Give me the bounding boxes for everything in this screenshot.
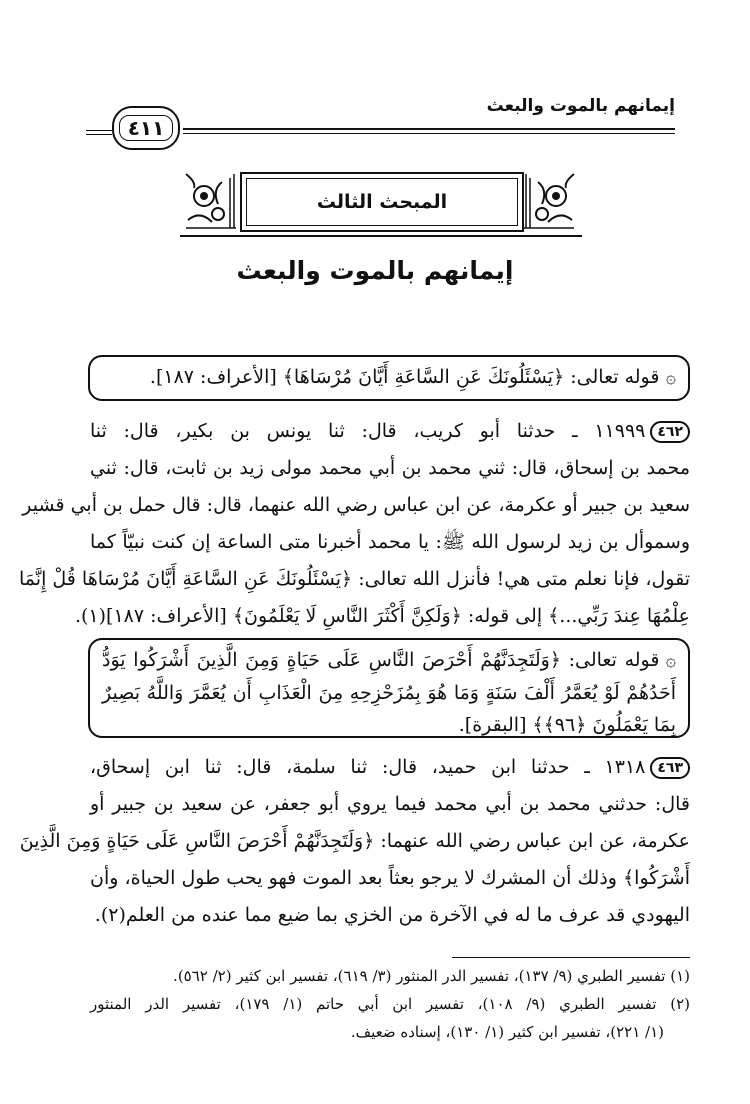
verse-text: أَحَدُهُمْ لَوْ يُعَمَّرُ أَلْفَ سَنَةٍ وَمَا هُوَ بِمُزَحْزِحِهِ مِنَ الْعَذَابِ أَن يُعَمَّرَ وَاللَّهُ بَصِيرٌ [102, 682, 676, 704]
para1-line-4: وسموأل بن زيد لرسول الله ﷺ: يا محمد أخبرنا متى الساعة إن كنت نبيّاً كما [90, 531, 690, 553]
footnote-2-cont: (١/ ٢٢١)، تفسير ابن كثير (١/ ١٣٠)، إسناده ضعيف. [350, 1023, 664, 1041]
verse-text: قوله تعالى: ﴿يَسْئَلُونَكَ عَنِ السَّاعَةِ أَيَّانَ مُرْسَاهَا﴾ [الأعراف: ١٨٧]. [149, 366, 660, 388]
para1-line-6: عِلْمُهَا عِندَ رَبِّي...﴾ إلى قوله: ﴿وَلَكِنَّ أَكْثَرَ النَّاسِ لَا يَعْلَمُونَ﴾ [الأعراف: ١٨٧](١). [74, 605, 690, 627]
header-rule [183, 128, 675, 134]
header-rule-left [86, 130, 112, 135]
chapter-heading-box [240, 172, 524, 232]
star-icon: ۞ [665, 367, 676, 388]
footnote-separator [452, 957, 690, 958]
section-title: إيمانهم بالموت والبعث [236, 256, 514, 285]
para-text: ١٣١٨ ـ حدثنا ابن حميد، قال: ثنا سلمة، قال: ثنا ابن إسحاق، [90, 756, 646, 778]
footnote-2: (٢) تفسير الطبري (٩/ ١٠٨)، تفسير ابن أبي حاتم (١/ ١٧٩)، تفسير الدر المنثور [90, 995, 690, 1013]
para2-line-5: اليهودي قد عرف ما له في الآخرة من الخزي بما ضيع مما عنده من العلم(٢). [94, 904, 690, 926]
narration-number-badge: ٤٦٢ [650, 421, 690, 443]
star-icon: ۞ [665, 650, 676, 671]
ornament-left-icon [182, 170, 238, 232]
para2-line-2: قال: حدثني محمد بن أبي محمد فيما يروي أبو جعفر، عن سعيد بن جبير أو [90, 793, 690, 815]
footnote-1: (١) تفسير الطبري (٩/ ١٣٧)، تفسير الدر المنثور (٣/ ٦١٩)، تفسير ابن كثير (٢/ ٥٦٢). [173, 967, 690, 985]
verse-text: بِمَا يَعْمَلُونَ ﴿٩٦﴾﴾ [البقرة]. [458, 714, 676, 736]
para2-line-3: عكرمة، عن ابن عباس رضي الله عنهما: ﴿وَلَتَجِدَنَّهُمْ أَحْرَصَ النَّاسِ عَلَى حَيَاةٍ وَمِنَ الَّذِينَ [19, 830, 690, 852]
para1-line-1 [90, 416, 690, 446]
para-text: ١١٩٩٩ ـ حدثنا أبو كريب، قال: ثنا يونس بن بكير، قال: ثنا [90, 420, 646, 442]
narration-number-badge: ٤٦٣ [650, 757, 690, 779]
para1-line-5: تقول، فإنا نعلم متى هي! فأنزل الله تعالى: ﴿يَسْئَلُونَكَ عَنِ السَّاعَةِ أَيَّانَ مُرْسَاهَا قُلْ إِنَّمَا [19, 568, 690, 590]
ornament-right-icon [522, 170, 578, 232]
para2-line-4: أَشْرَكُوا﴾ وذلك أن المشرك لا يرجو بعثاً بعد الموت فهو يحب طول الحياة، وأن [90, 867, 690, 889]
para2-line-1 [90, 752, 690, 782]
running-title: إيمانهم بالموت والبعث [486, 96, 675, 116]
verse-text: قوله تعالى: ﴿وَلَتَجِدَنَّهُمْ أَحْرَصَ النَّاسِ عَلَى حَيَاةٍ وَمِنَ الَّذِينَ أَشْرَكُوا يَوَدُّ [102, 649, 660, 671]
verse-box-2 [88, 638, 690, 738]
chapter-label: المبحث الثالث [316, 191, 448, 213]
para1-line-3: سعيد بن جبير أو عكرمة، عن ابن عباس رضي الله عنهما، قال: قال حمل بن أبي قشير [22, 494, 690, 516]
para1-line-2: محمد بن إسحاق، قال: ثني محمد بن أبي محمد مولى زيد بن ثابت، قال: ثني [90, 457, 690, 479]
page-number: ٤١١ [119, 115, 174, 141]
chapter-underline [180, 235, 582, 237]
verse-box-1 [88, 355, 690, 401]
page-number-badge [112, 106, 180, 150]
